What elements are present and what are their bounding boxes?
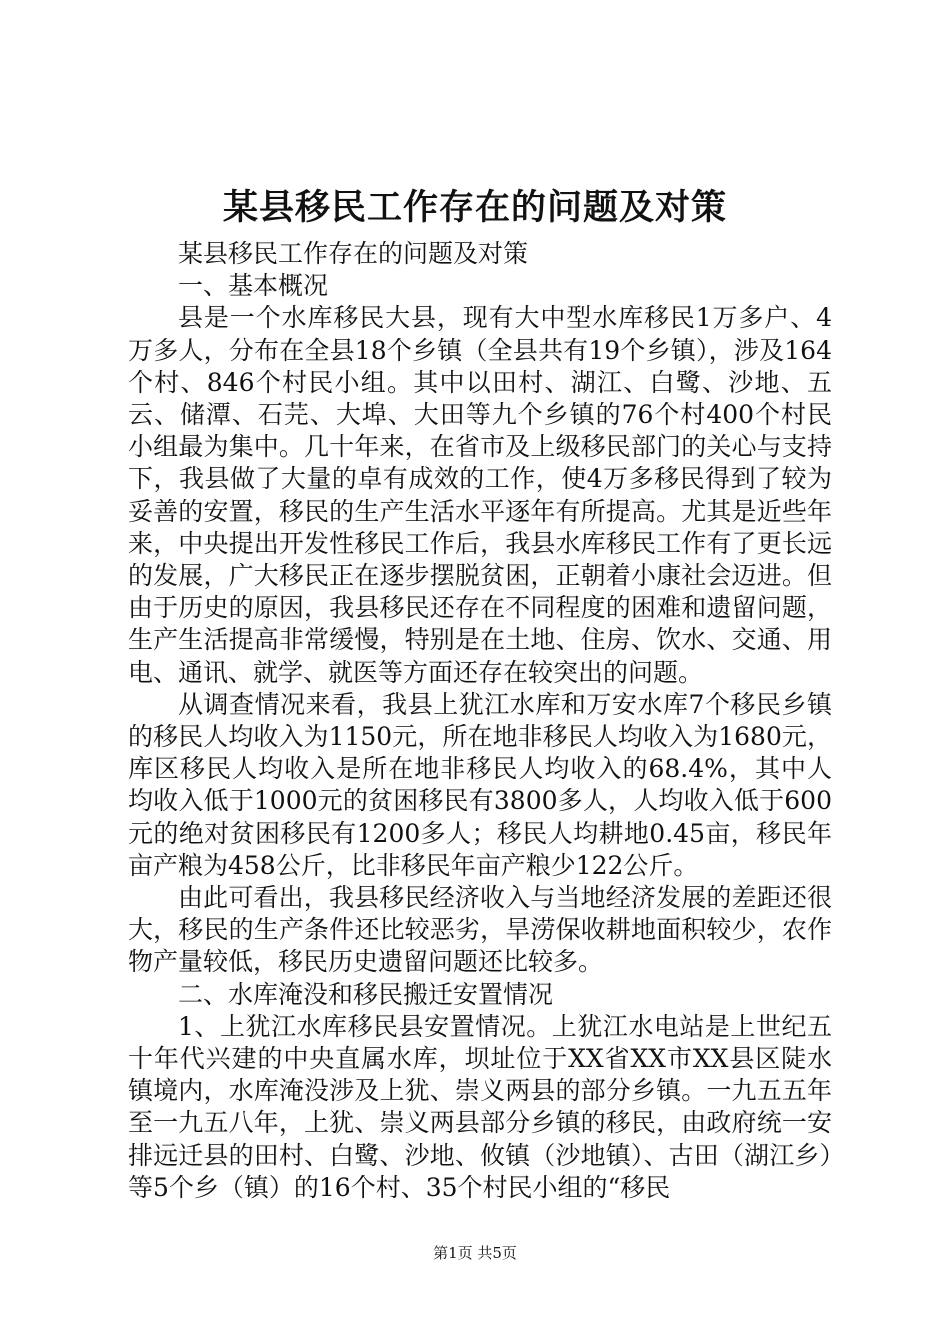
section-heading-overview: 一、基本概况 bbox=[178, 271, 329, 301]
paragraph-subtitle: 某县移民工作存在的问题及对策 bbox=[178, 239, 529, 268]
paragraph-survey: 从调查情况来看，我县上犹江水库和万安水库7个移民乡镇的移民人均收入为1150元，所在地非移民人均收入为1680元，库区移民人均收入是所在地非移民人均收入的68.4%，其中人均收入低于1000元的贫困移民有3800多人，人均收入低于600元的绝对贫困移民有1200多人；移民人均耕地0.45亩，移民年亩产粮为458公斤，比非移民年亩产粮少122公斤。 bbox=[128, 689, 832, 880]
page-number: 第1页 共5页 bbox=[433, 1244, 517, 1262]
paragraph-relocation: 1、上犹江水库移民县安置情况。上犹江水电站是上世纪五十年代兴建的中央直属水库，坝址位于XX省XX市XX县区陡水镇境内，水库淹没涉及上犹、崇义两县的部分乡镇。一九五五年至一九五八年，上犹、崇义两县部分乡镇的移民，由政府统一安排远迁县的田村、白鹭、沙地、攸镇（沙地镇）、古田（湖江乡）等5个乡（镇）的16个村、35个村民小组的“移民 bbox=[128, 1011, 832, 1202]
document-body bbox=[128, 238, 832, 1204]
section-heading-relocation: 二、水库淹没和移民搬迁安置情况 bbox=[178, 979, 554, 1009]
document-title: 某县移民工作存在的问题及对策 bbox=[222, 187, 727, 228]
paragraph-overview: 县是一个水库移民大县，现有大中型水库移民1万多户、4万多人，分布在全县18个乡镇（全县共有19个乡镇），涉及164个村、846个村民小组。其中以田村、湖江、白鹭、沙地、五云、储潭、石芫、大埠、大田等九个乡镇的76个村400个村民小组最为集中。几十年来，在省市及上级移民部门的关心与支持下，我县做了大量的卓有成效的工作，使4万多移民得到了较为妥善的安置，移民的生产生活水平逐年有所提高。尤其是近些年来，中央提出开发性移民工作后，我县水库移民工作有了更长远的发展，广大移民正在逐步摆脱贫困，正朝着小康社会迈进。但由于历史的原因，我县移民还存在不同程度的困难和遗留问题，生产生活提高非常缓慢，特别是在土地、住房、饮水、交通、用电、通讯、就学、就医等方面还存在较突出的问题。 bbox=[128, 303, 832, 687]
paragraph-conclusion: 由此可看出，我县移民经济收入与当地经济发展的差距还很大，移民的生产条件还比较恶劣，旱涝保收耕地面积较少，农作物产量较低，移民历史遗留问题还比较多。 bbox=[128, 883, 832, 977]
